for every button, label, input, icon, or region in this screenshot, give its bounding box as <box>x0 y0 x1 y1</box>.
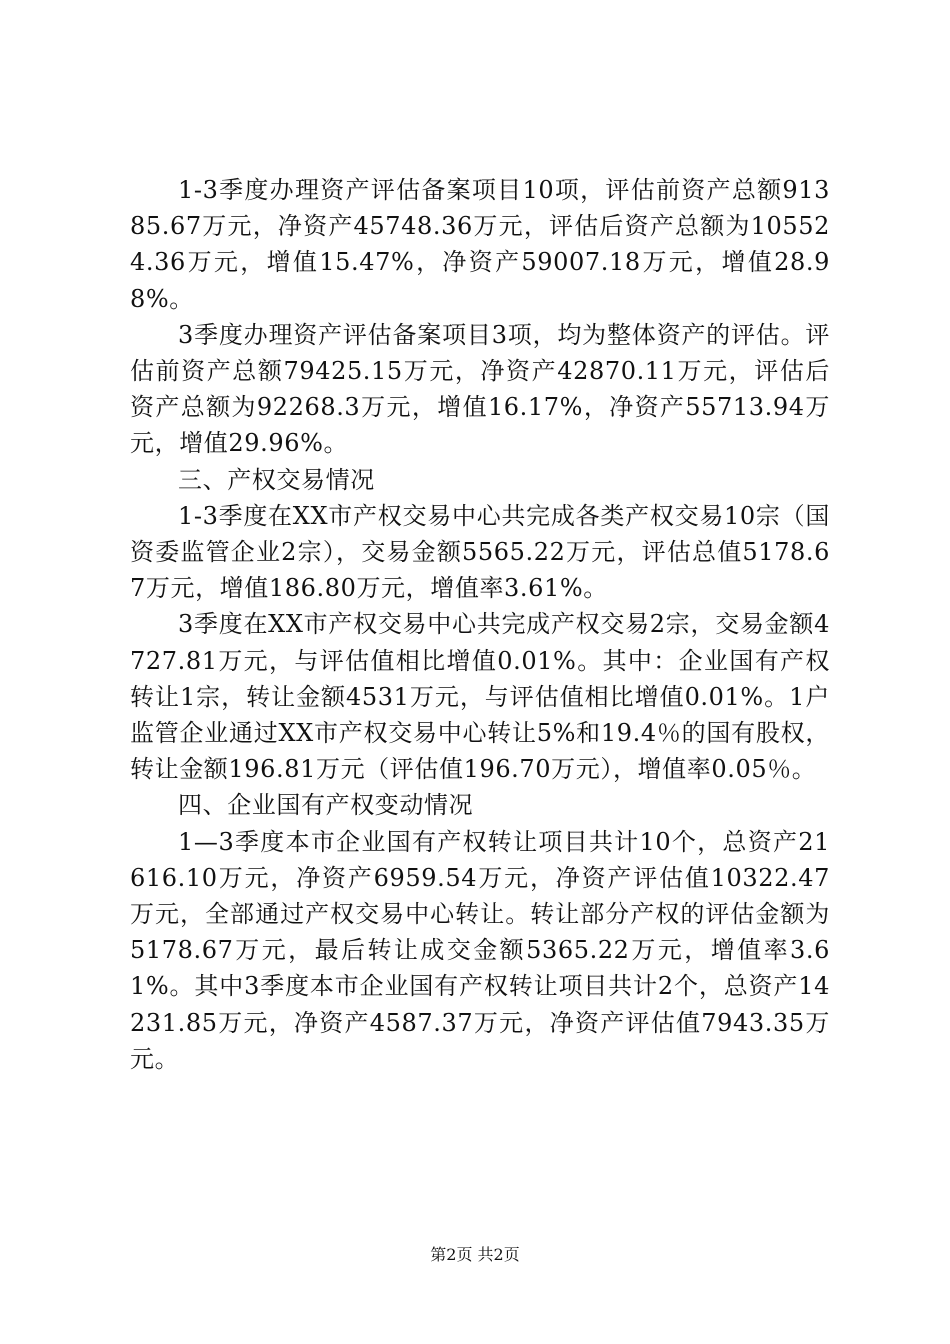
section-heading-property-changes: 四、企业国有产权变动情况 <box>178 791 474 820</box>
paragraph-trading-q1-q3: 1-3季度在XX市产权交易中心共完成各类产权交易10宗（国资委监管企业2宗），交易金额5565.22万元，评估总值5178.67万元，增值186.80万元，增值率3.61%。 <box>130 501 830 603</box>
paragraph-trading-q3: 3季度在XX市产权交易中心共完成产权交易2宗，交易金额4727.81万元，与评估值相比增值0.01%。其中：企业国有产权转让1宗，转让金额4531万元，与评估值相比增值0.01%。1户监管企业通过XX市产权交易中心转让5%和19.4％的国有股权，转让金额196.81万元（评估值196.70万元），增值率0.05％。 <box>130 610 830 784</box>
page-footer: 第2页 共2页 <box>430 1245 520 1264</box>
paragraph-appraisal-q3: 3季度办理资产评估备案项目3项，均为整体资产的评估。评估前资产总额79425.15万元，净资产42870.11万元，评估后资产总额为92268.3万元，增值16.17%，净资产55713.94万元，增值29.96%。 <box>130 320 830 458</box>
paragraph-appraisal-q1-q3: 1-3季度办理资产评估备案项目10项，评估前资产总额91385.67万元，净资产45748.36万元，评估后资产总额为105524.36万元，增值15.47%，净资产59007.18万元，增值28.98%。 <box>130 176 830 313</box>
paragraph-transfer-projects: 1—3季度本市企业国有产权转让项目共计10个，总资产21616.10万元，净资产6959.54万元，净资产评估值10322.47万元，全部通过产权交易中心转让。转让部分产权的评估金额为5178.67万元，最后转让成交金额5365.22万元，增值率3.61%。其中3季度本市企业国有产权转让项目共计2个，总资产14231.85万元，净资产4587.37万元，净资产评估值7943.35万元。 <box>130 827 830 1073</box>
section-heading-property-trading: 三、产权交易情况 <box>178 465 375 494</box>
document-body <box>130 172 830 1077</box>
